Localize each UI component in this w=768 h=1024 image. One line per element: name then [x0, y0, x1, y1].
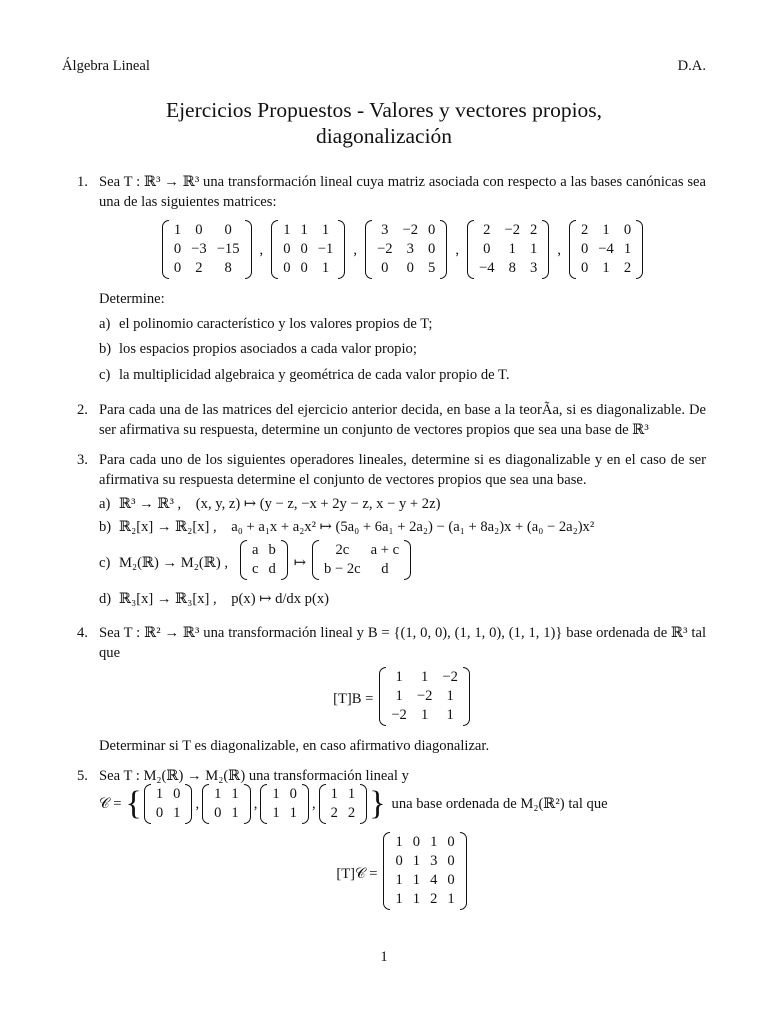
matrix-entry: 0 — [289, 786, 297, 803]
exercise-3 — [77, 450, 706, 613]
matrix-image — [312, 540, 411, 580]
exercise-text: Para cada uno de los siguientes operadores lineales, determine si es diagonalizable y en el caso de ser afirmativa su respuesta determine el conjunto de vectores propios que sea una base. — [99, 451, 706, 489]
matrix-entry: 2 — [623, 260, 632, 277]
sub-item — [99, 339, 706, 359]
sub-item-text: la multiplicidad algebraica y geométrica de cada valor propio de T. — [119, 366, 510, 383]
matrix-T-B — [377, 667, 472, 732]
sub-item-a — [99, 494, 706, 514]
matrix-entry: 0 — [581, 260, 589, 277]
exercise-number: 1. — [77, 174, 88, 190]
basis-symbol: 𝒞 = — [99, 796, 122, 813]
matrix-entry: −4 — [598, 241, 614, 258]
matrix-entry: −3 — [191, 241, 207, 258]
matrix-entry: 8 — [224, 260, 232, 277]
matrix-entry: 1 — [412, 853, 421, 870]
exercise-4 — [77, 623, 706, 756]
basis-matrix — [319, 784, 368, 824]
matrix-entry: b − 2c — [324, 561, 361, 578]
matrix-entry: 2 — [430, 890, 438, 907]
sub-item-text: ℝ₂[x] → ℝ₂[x] , a₀ + a₁x + a₂x² ↦ (5a₀ + 6a₁ + 2a₂) − (a₁ + 8a₂)x + (a₀ − 2a₂)x² — [119, 519, 595, 536]
equation-lhs: [T]B = — [333, 691, 374, 708]
basis-matrix — [260, 784, 309, 824]
right-paren — [460, 832, 467, 910]
left-brace: { — [125, 785, 142, 823]
left-paren — [569, 220, 576, 279]
matrix-entry: 1 — [330, 786, 338, 803]
matrix-entry: 0 — [173, 241, 182, 258]
matrix-entry: 4 — [430, 872, 438, 888]
matrix-entry: 3 — [406, 241, 414, 258]
left-paren — [162, 220, 169, 279]
right-paren — [542, 220, 549, 279]
sub-item-c — [99, 540, 706, 586]
left-paren — [312, 540, 319, 580]
matrix-entry: 0 — [447, 872, 455, 888]
matrix-T-C — [383, 832, 466, 910]
exercise-text: Sea T : ℝ² → ℝ³ una transformación lineal y B = {(1, 0, 0), (1, 1, 0), (1, 1, 1)} base ordenada de ℝ³ tal que — [99, 624, 706, 661]
left-paren — [319, 784, 326, 824]
matrix-T-B — [379, 667, 470, 726]
comma-separator: , — [557, 241, 561, 258]
right-paren — [463, 667, 470, 726]
header-author: D.A. — [677, 58, 706, 74]
matrix-entry: 1 — [155, 786, 164, 803]
matrix-entry: −2 — [416, 687, 433, 704]
left-paren — [383, 832, 390, 910]
exercise-text: Para cada una de las matrices del ejercicio anterior decida, en base a la teorÃa, si es diagonalizable. De ser afirmativa su respuesta, determine un conjunto de vectores propios que sea una base de ℝ³ — [99, 401, 706, 438]
exercise-number: 2. — [77, 401, 88, 418]
matrix-entry: 0 — [395, 853, 403, 870]
matrix-entry: 1 — [412, 872, 421, 888]
matrix-entry: 0 — [623, 222, 632, 239]
matrix-entry: −15 — [216, 241, 240, 258]
matrix-entry: 1 — [272, 805, 280, 822]
basis-definition — [99, 784, 706, 824]
exercise-1 — [77, 172, 706, 390]
matrix-entry: d — [268, 561, 276, 578]
matrix-output — [310, 540, 413, 586]
matrix-entry: 2 — [330, 805, 338, 822]
matrix-option — [467, 220, 549, 279]
matrix-entry: 1 — [289, 805, 297, 822]
matrix-T-C — [381, 832, 468, 916]
matrix-entry: 0 — [300, 241, 308, 258]
matrix-entry: −2 — [442, 668, 458, 685]
matrix-entry: 2 — [581, 222, 589, 239]
matrix-entry: c — [252, 561, 259, 578]
left-paren — [202, 784, 209, 824]
matrix-input — [238, 540, 290, 586]
matrix-entry: 0 — [406, 260, 414, 277]
title-line-2: diagonalización — [315, 123, 453, 148]
basis-description: una base ordenada de M₂(ℝ²) tal que — [391, 796, 608, 813]
matrix-entry: 0 — [173, 786, 181, 803]
right-paren — [244, 784, 251, 824]
matrix-option — [271, 220, 345, 279]
exercise-instruction: Determinar si T es diagonalizable, en caso afirmativo diagonalizar. — [99, 737, 490, 754]
left-paren — [260, 784, 267, 824]
matrix-entry: −2 — [376, 241, 393, 258]
matrix-entry: 1 — [214, 786, 222, 803]
matrix-entry: 3 — [430, 853, 438, 870]
matrix-entry: 0 — [447, 853, 455, 870]
matrix-entry: 1 — [602, 260, 610, 277]
matrix-entry: 1 — [446, 706, 454, 723]
matrix-entry: d — [381, 561, 389, 578]
matrix-entry: 0 — [195, 222, 203, 239]
right-paren — [404, 540, 411, 580]
matrix-entry: 1 — [173, 222, 182, 239]
matrix-entry: 0 — [214, 805, 222, 822]
matrix-entry: 1 — [395, 872, 403, 888]
matrix-entry: 0 — [224, 222, 232, 239]
matrix-entry: 3 — [530, 260, 538, 277]
matrix-entry: 1 — [395, 687, 403, 704]
sub-item-label: d) — [99, 591, 112, 608]
comma-separator: , — [259, 241, 264, 258]
exercise-number: 3. — [77, 451, 88, 468]
matrix-entry: −2 — [391, 706, 407, 723]
matrix-entry: 8 — [508, 260, 516, 277]
matrix-entry: 1 — [272, 786, 280, 803]
sub-item-label: b) — [99, 341, 112, 358]
matrix-entry: 2c — [335, 542, 350, 559]
left-paren — [467, 220, 474, 279]
sub-item-label: a) — [99, 496, 111, 513]
sub-item-list — [99, 494, 706, 609]
sub-item-text: los espacios propios asociados a cada valor propio; — [119, 341, 417, 358]
right-paren — [245, 220, 252, 279]
document-title — [62, 98, 706, 150]
matrix-entry: 1 — [420, 706, 429, 723]
page-number: 1 — [380, 949, 388, 965]
sub-item-label: b) — [99, 519, 112, 536]
maps-to-symbol: ↦ — [293, 555, 307, 572]
matrix-entry: 1 — [530, 241, 538, 258]
matrix-entry: 1 — [395, 834, 403, 851]
sub-item-prefix: M₂(ℝ) → M₂(ℝ) , — [119, 555, 229, 572]
equation-lhs: [T]𝒞 = — [336, 866, 378, 882]
matrix-entry: 1 — [447, 890, 455, 907]
matrix-entry: 1 — [300, 222, 308, 239]
basis-matrices — [142, 784, 369, 824]
matrix-entry: 1 — [231, 786, 239, 803]
matrix-entry: 1 — [420, 668, 429, 685]
comma-separator: , — [253, 796, 258, 813]
sub-item-d — [99, 589, 706, 609]
matrix-entry: 1 — [602, 222, 610, 239]
matrix-entry: 0 — [381, 260, 389, 277]
right-paren — [281, 540, 288, 580]
exercise-list — [77, 172, 706, 930]
matrix-entry: 1 — [412, 890, 421, 907]
comma-separator: , — [311, 796, 316, 813]
exercise-text: Sea T : ℝ³ → ℝ³ una transformación lineal cuya matriz asociada con respecto a las bases canónicas sea una de las siguientes matrices: — [99, 174, 706, 211]
title-line-1: Ejercicios Propuestos - Valores y vectores propios, — [165, 98, 603, 122]
matrix-entry: 1 — [283, 222, 291, 239]
matrix-entry: −2 — [402, 222, 419, 239]
comma-separator: , — [455, 241, 459, 258]
sub-item-text: ℝ₃[x] → ℝ₃[x] , p(x) ↦ d/dx p(x) — [119, 591, 329, 608]
left-paren — [240, 540, 247, 580]
matrix-entry: 5 — [428, 260, 436, 277]
comma-separator: , — [195, 796, 200, 813]
matrix-entry: 1 — [173, 805, 181, 822]
right-paren — [440, 220, 447, 279]
sub-item-label: a) — [99, 316, 111, 333]
matrix-option — [365, 220, 447, 279]
matrix-entry: −4 — [478, 260, 495, 277]
matrix-entry: 1 — [395, 668, 403, 685]
matrix-entry: 0 — [155, 805, 164, 822]
matrix-list — [99, 220, 706, 279]
sub-item — [99, 314, 706, 334]
right-paren — [636, 220, 643, 279]
right-paren — [185, 784, 192, 824]
matrix-entry: 0 — [428, 241, 436, 258]
matrix-entry: 0 — [283, 260, 291, 277]
exercise-number: 4. — [77, 624, 88, 641]
matrix-abcd — [240, 540, 288, 580]
matrix-entry: 0 — [173, 260, 182, 277]
sub-item — [99, 365, 706, 385]
matrix-entry: −1 — [317, 241, 334, 258]
matrix-entry: 2 — [347, 805, 356, 822]
matrix-entry: 0 — [428, 222, 436, 239]
equation-T-C — [99, 832, 706, 916]
basis-matrix — [144, 784, 193, 824]
left-paren — [365, 220, 372, 279]
basis-matrix — [202, 784, 251, 824]
matrix-entry: 1 — [508, 241, 516, 258]
right-paren — [360, 784, 367, 824]
sub-item-list — [99, 314, 706, 384]
matrix-entry: 3 — [381, 222, 389, 239]
matrix-entry: 0 — [412, 834, 421, 851]
header-course: Álgebra Lineal — [62, 58, 150, 74]
matrix-entry: 1 — [347, 786, 356, 803]
exercise-2 — [77, 400, 706, 440]
matrix-entry: 1 — [395, 890, 403, 907]
matrix-entry: a — [252, 542, 259, 559]
exercise-number: 5. — [77, 768, 88, 784]
matrix-entry: 0 — [447, 834, 455, 851]
sub-item-b — [99, 517, 706, 537]
sub-item-text: el polinomio característico y los valores propios de T; — [119, 316, 433, 333]
exercise-text: Sea T : M₂(ℝ) → M₂(ℝ) una transformación lineal y — [99, 768, 409, 784]
matrix-entry: 1 — [321, 260, 330, 277]
matrix-entry: 1 — [446, 687, 454, 704]
sub-item-label: c) — [99, 366, 111, 383]
sub-item-label: c) — [99, 555, 111, 572]
matrix-option — [569, 220, 643, 279]
matrix-entry: b — [268, 542, 276, 559]
right-paren — [302, 784, 309, 824]
matrix-entry: 1 — [623, 241, 632, 258]
matrix-entry: 1 — [321, 222, 330, 239]
exercise-5 — [77, 766, 706, 920]
sub-item-text: ℝ³ → ℝ³ , (x, y, z) ↦ (y − z, −x + 2y − z, x − y + 2z) — [119, 496, 441, 513]
page-header — [62, 56, 706, 76]
comma-separator: , — [353, 241, 357, 258]
matrix-entry: 1 — [430, 834, 438, 851]
right-brace: } — [369, 785, 386, 823]
determine-label: Determine: — [99, 291, 165, 308]
matrix-entry: 0 — [283, 241, 291, 258]
matrix-option — [162, 220, 252, 279]
matrix-entry: 2 — [530, 222, 538, 239]
left-paren — [379, 667, 386, 726]
matrix-entry: a + c — [370, 542, 400, 559]
right-paren — [338, 220, 345, 279]
matrix-entry: 2 — [195, 260, 203, 277]
matrix-entry: 0 — [483, 241, 491, 258]
left-paren — [271, 220, 278, 279]
matrix-entry: 0 — [581, 241, 589, 258]
matrix-entry: 1 — [231, 805, 239, 822]
left-paren — [144, 784, 151, 824]
matrix-entry: −2 — [504, 222, 521, 239]
matrix-entry: 2 — [483, 222, 491, 239]
equation-T-B — [99, 667, 706, 732]
matrix-entry: 0 — [300, 260, 308, 277]
